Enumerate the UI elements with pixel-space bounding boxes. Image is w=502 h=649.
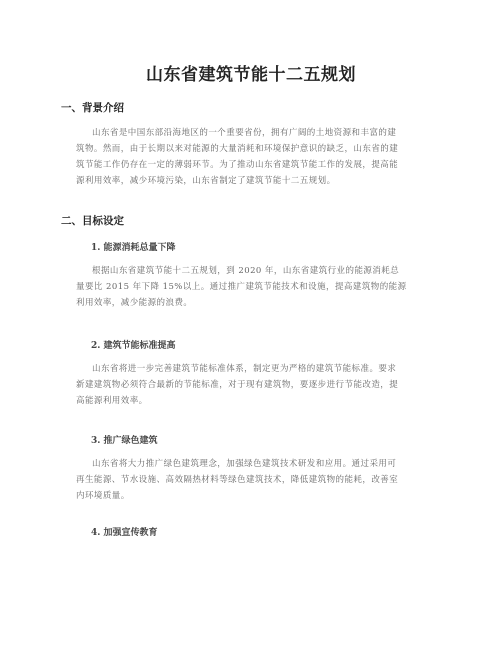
section-heading-background: 一、背景介绍 [61, 102, 124, 114]
page-title: 山东省建筑节能十二五规划 [146, 65, 356, 85]
section-paragraph-background [76, 125, 434, 189]
paragraph-line: 根据山东省建筑节能十二五规划，到 2020 年，山东省建筑行业的能源消耗总 [92, 266, 400, 276]
paragraph-line: 利用效率，减少能源的浪费。 [76, 298, 193, 308]
goal-item-label: 2. 建筑节能标准提高 [91, 341, 176, 351]
paragraph-line: 量要比 2015 年下降 15%以上。通过推广建筑节能技术和设施，提高建筑物的能源 [76, 282, 407, 292]
paragraph-line: 内环境质量。 [76, 491, 130, 501]
goal-item-label: 1. 能源消耗总量下降 [91, 243, 176, 253]
paragraph-line: 筑物。然而，由于长期以来对能源的大量消耗和环境保护意识的缺乏，山东省的建 [76, 144, 399, 154]
goal-item-paragraph [76, 456, 434, 504]
paragraph-line: 再生能源、节水设施、高效隔热材料等绿色建筑技术，降低建筑物的能耗，改善室 [76, 475, 399, 485]
goal-item-label: 3. 推广绿色建筑 [91, 436, 158, 446]
paragraph-line: 山东省将进一步完善建筑节能标准体系，制定更为严格的建筑节能标准。要求 [92, 364, 397, 374]
paragraph-line: 山东省将大力推广绿色建筑理念，加强绿色建筑技术研发和应用。通过采用可 [92, 459, 397, 469]
goal-item-label: 4. 加强宣传教育 [91, 528, 158, 538]
paragraph-line: 筑节能工作仍存在一定的薄弱环节。为了推动山东省建筑节能工作的发展，提高能 [76, 160, 399, 170]
section-heading-goals: 二、目标设定 [61, 215, 124, 227]
goal-item-paragraph [76, 263, 434, 311]
paragraph-line: 山东省是中国东部沿海地区的一个重要省份，拥有广阔的土地资源和丰富的建 [92, 128, 397, 138]
paragraph-line: 高能源利用效率。 [76, 396, 148, 406]
goal-item-paragraph [76, 361, 434, 409]
paragraph-line: 新建建筑物必须符合最新的节能标准，对于现有建筑物，要逐步进行节能改造，提 [76, 380, 399, 390]
paragraph-line: 源利用效率，减少环境污染，山东省制定了建筑节能十二五规划。 [76, 176, 336, 186]
